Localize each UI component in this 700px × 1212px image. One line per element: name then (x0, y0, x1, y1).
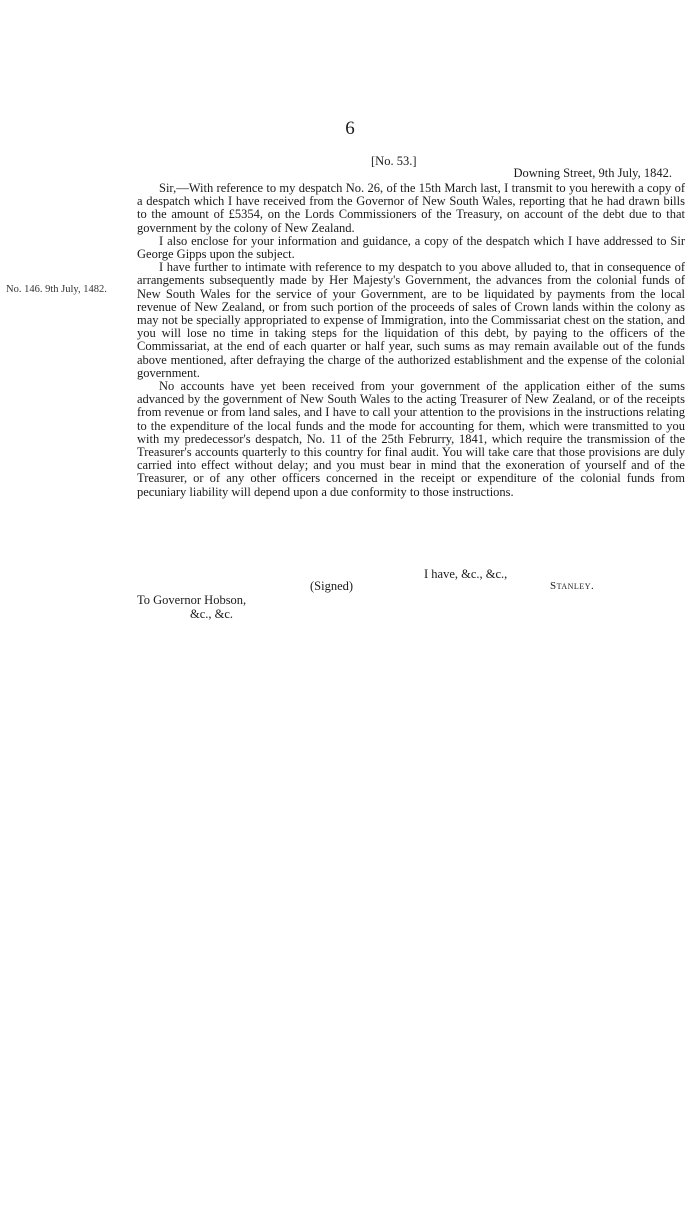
page-number: 6 (345, 118, 355, 139)
addressee-line-2: &c., &c. (190, 607, 234, 621)
addressee-line-1: To Governor Hobson, (137, 593, 247, 607)
margin-note: No. 146. 9th July, 1482. (6, 284, 107, 295)
dateline: Downing Street, 9th July, 1842. (513, 166, 672, 180)
despatch-number: [No. 53.] (371, 154, 417, 168)
paragraph-2: I also enclose for your information and guidance, a copy of the despatch which I have addressed to Sir George Gipps upon the subject. (137, 233, 685, 262)
closing-line: I have, &c., &c., (424, 567, 508, 581)
paragraph-1: Sir,—With reference to my despatch No. 26, of the 15th March last, I transmit to you herewith a copy of a despatch which I have received from the Governor of New South Wales, reporting that he had drawn bills to the amount of £5354, on the Lords Commissioners of the Treasury, on account of the debt due to that government by the colony of New Zealand. (137, 181, 685, 235)
signed-label: (Signed) (310, 579, 354, 593)
paragraph-4: No accounts have yet been received from your government of the application either of the sums advanced by the government of New South Wales to the acting Treasurer of New Zealand, or of the receipts from revenue or from land sales, and I have to call your attention to the provisions in the instructions relating to the expenditure of the local funds and the mode for accounting for them, which were transmitted to you with my predecessor's despatch, No. 11 of the 25th Februrry, 1841, which require the transmission of the Treasurer's accounts quarterly to this country for final audit. You will take care that those provisions are duly carried into effect without delay; and you must bear in mind that the exoneration of yourself and of the Treasurer, or of any other officers concerned in the receipt or expenditure of the colonial funds from pecuniary liability will depend upon a due conformity to those instructions. (137, 379, 685, 499)
signature: Stanley. (550, 580, 595, 592)
letter-body (137, 182, 685, 499)
paragraph-3: I have further to intimate with reference to my despatch to you above alluded to, that in consequence of arrangements subsequently made by Her Majesty's Government, the advances from the colonial funds of New South Wales for the service of your Government, are to be liquidated by payments from the local revenue of New Zealand, or from such portion of the proceeds of sales of Crown lands within the colony as may not be specially appropriated to expense of Immigration, into the Commissariat chest on the station, and you will lose no time in taking steps for the liquidation of this debt, by paying to the officers of the Commissariat, at the end of each quarter or half year, such sums as may remain available out of the funds above mentioned, after defraying the charge of the authorized establishment and the expense of the colonial government. (137, 260, 685, 380)
